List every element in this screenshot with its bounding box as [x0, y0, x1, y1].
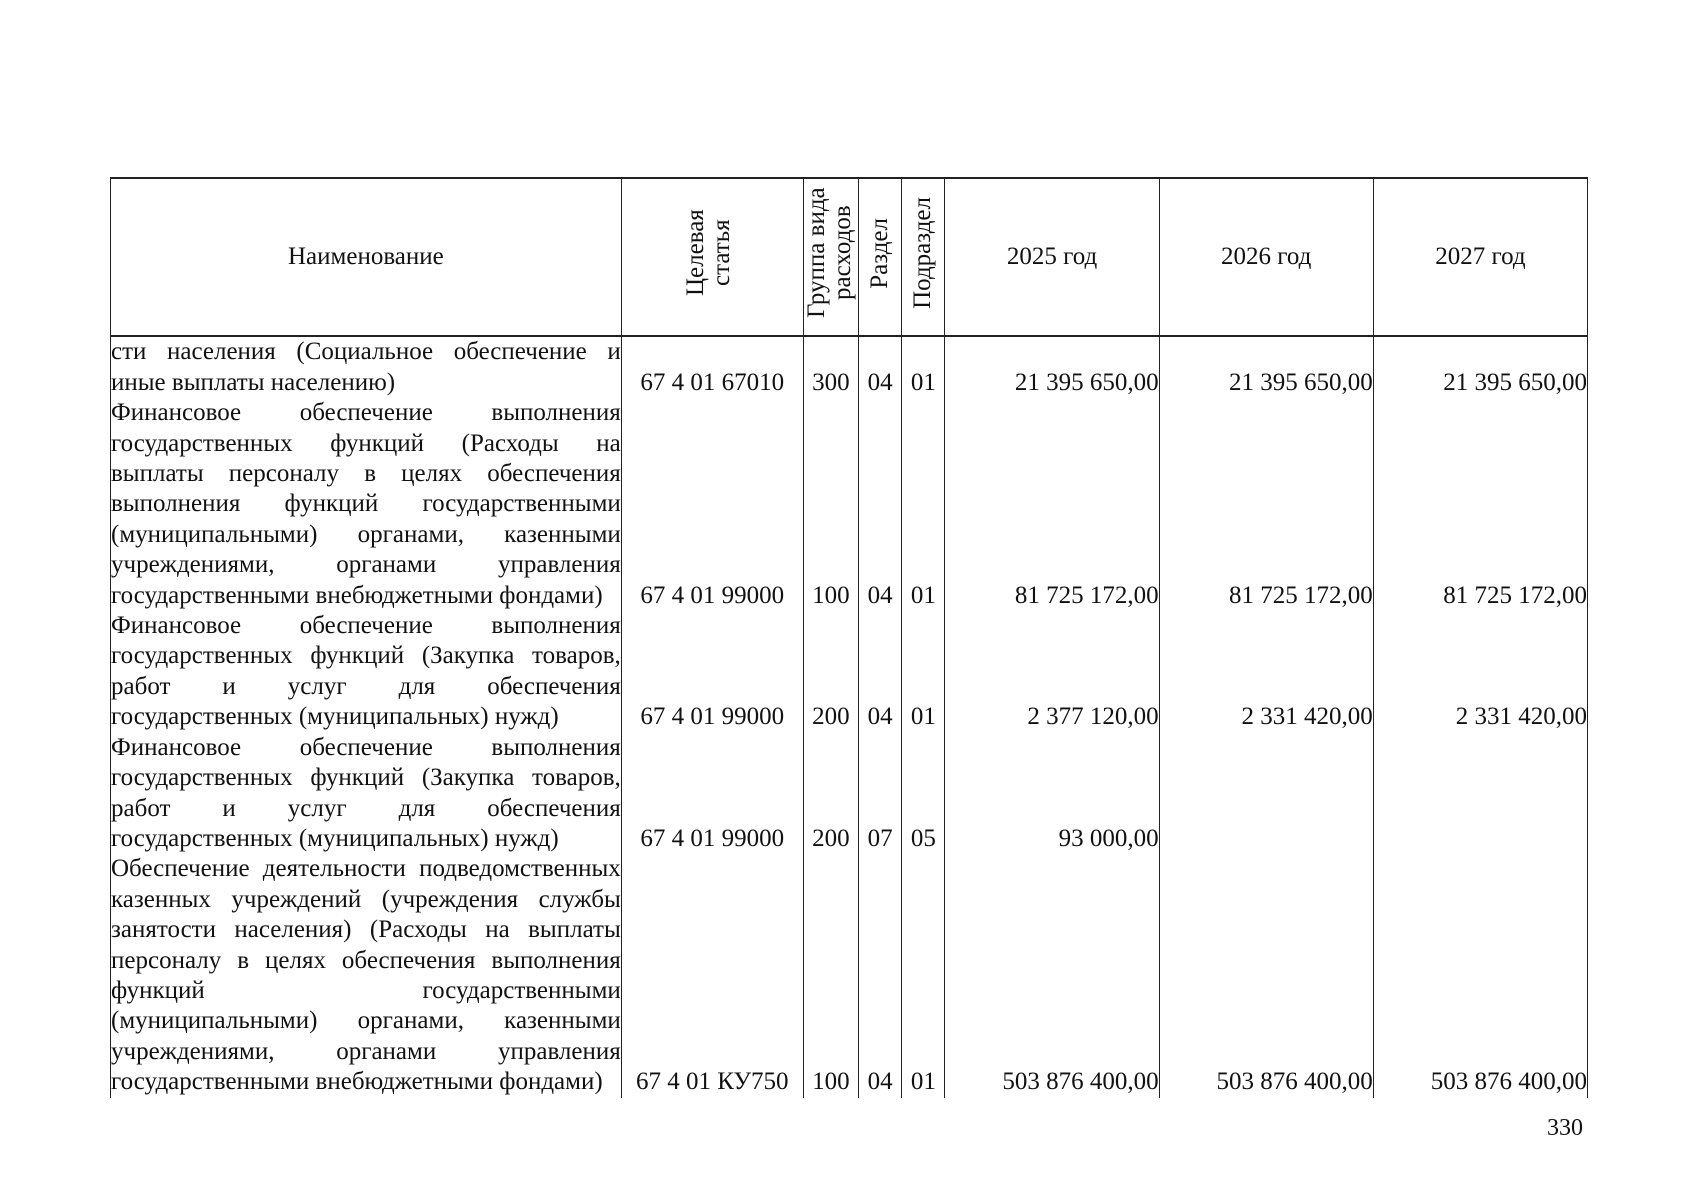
row-target-article: 67 4 01 67010 — [621, 336, 803, 398]
row-2027: 21 395 650,00 — [1373, 336, 1587, 398]
row-target-article: 67 4 01 99000 — [621, 398, 803, 611]
row-2025: 2 377 120,00 — [945, 611, 1159, 733]
row-2026 — [1159, 733, 1373, 855]
row-subsection: 01 — [902, 854, 945, 1097]
row-2026: 503 876 400,00 — [1159, 854, 1373, 1097]
table-body — [111, 336, 1588, 1097]
row-subsection: 01 — [902, 336, 945, 398]
page-number: 330 — [1547, 1115, 1583, 1141]
row-expense-group: 100 — [803, 398, 858, 611]
row-2025: 81 725 172,00 — [945, 398, 1159, 611]
row-name: Финансовое обеспечение выполнения государственных функций (Закупка товаров, работ и услуг для обеспечения государственных (муниципальных) нужд) — [111, 733, 622, 855]
table-header — [111, 178, 1588, 336]
row-target-article: 67 4 01 99000 — [621, 611, 803, 733]
row-2027: 503 876 400,00 — [1373, 854, 1587, 1097]
row-2027 — [1373, 733, 1587, 855]
row-name: сти населения (Социальное обеспечение и иные выплаты населению) — [111, 336, 622, 398]
row-2026: 21 395 650,00 — [1159, 336, 1373, 398]
row-2027: 2 331 420,00 — [1373, 611, 1587, 733]
row-name: Финансовое обеспечение выполнения государственных функций (Закупка товаров, работ и услуг для обеспечения государственных (муниципальных) нужд) — [111, 611, 622, 733]
row-section: 04 — [859, 398, 902, 611]
header-section: Раздел — [859, 178, 902, 336]
header-2025: 2025 год — [945, 178, 1159, 336]
row-name: Финансовое обеспечение выполнения государственных функций (Расходы на выплаты персоналу в целях обеспечения выполнения функций государственными (муниципальными) органами, казенными учреждениями, органами управления государственными внебюджетными фондами) — [111, 398, 622, 611]
row-expense-group: 100 — [803, 854, 858, 1097]
header-expense-group: Группа вида расходов — [803, 178, 858, 336]
header-2027: 2027 год — [1373, 178, 1587, 336]
table-row — [111, 336, 1588, 398]
row-2025: 503 876 400,00 — [945, 854, 1159, 1097]
row-subsection: 01 — [902, 398, 945, 611]
row-section: 04 — [859, 611, 902, 733]
table-row — [111, 733, 1588, 855]
row-subsection: 01 — [902, 611, 945, 733]
row-section: 04 — [859, 336, 902, 398]
row-2026: 2 331 420,00 — [1159, 611, 1373, 733]
row-subsection: 05 — [902, 733, 945, 855]
row-expense-group: 300 — [803, 336, 858, 398]
row-2026: 81 725 172,00 — [1159, 398, 1373, 611]
table-row — [111, 854, 1588, 1097]
row-section: 07 — [859, 733, 902, 855]
row-section: 04 — [859, 854, 902, 1097]
header-name: Наименование — [111, 178, 622, 336]
table-row — [111, 398, 1588, 611]
header-subsection: Подраздел — [902, 178, 945, 336]
row-2025: 93 000,00 — [945, 733, 1159, 855]
row-2025: 21 395 650,00 — [945, 336, 1159, 398]
row-2027: 81 725 172,00 — [1373, 398, 1587, 611]
row-expense-group: 200 — [803, 611, 858, 733]
table-row — [111, 611, 1588, 733]
row-name: Обеспечение деятельности подведомственных казенных учреждений (учреждения службы занятости населения) (Расходы на выплаты персоналу в целях обеспечения выполнения функций государственными (муниципальными) органами, казенными учреждениями, органами управления государственными внебюджетными фондами) — [111, 854, 622, 1097]
budget-table — [110, 177, 1588, 1098]
row-target-article: 67 4 01 99000 — [621, 733, 803, 855]
header-target-article: Целевая статья — [621, 178, 803, 336]
header-2026: 2026 год — [1159, 178, 1373, 336]
row-target-article: 67 4 01 КУ750 — [621, 854, 803, 1097]
row-expense-group: 200 — [803, 733, 858, 855]
